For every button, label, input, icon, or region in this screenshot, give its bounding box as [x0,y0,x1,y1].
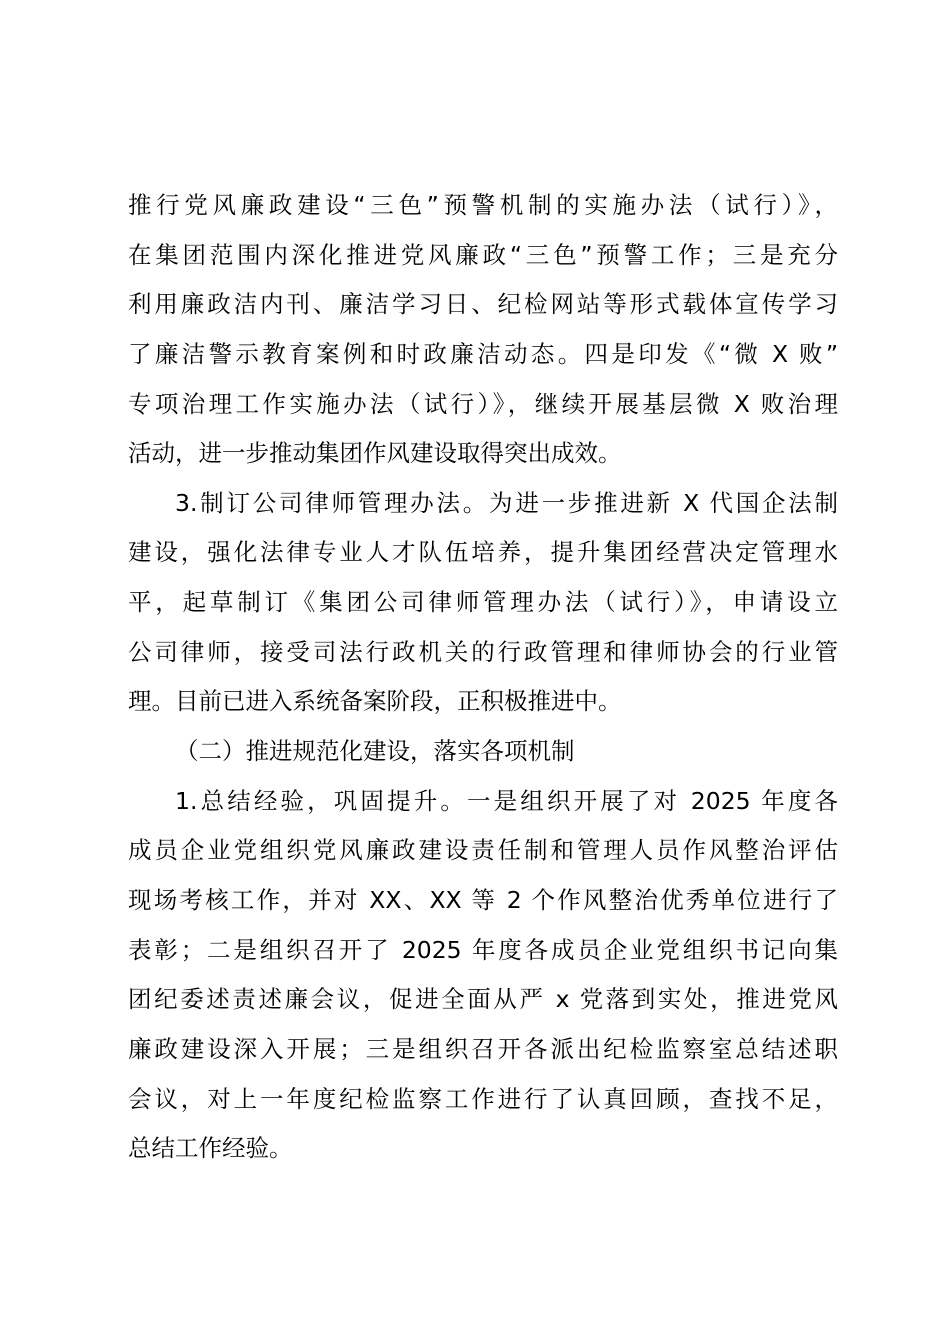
text-line: 表彰；二是组织召开了 2025 年度各成员企业党组织书记向集 [128,935,838,964]
text-line: 活动，进一步推动集团作风建设取得突出成效。 [128,439,622,468]
text-line: 了廉洁警示教育案例和时政廉洁动态。四是印发《“微 X 败” [128,339,838,368]
text-line: 1.总结经验，巩固提升。一是组织开展了对 2025 年度各 [175,786,838,815]
text-line: 在集团范围内深化推进党风廉政“三色”预警工作；三是充分 [128,240,838,269]
text-line: 公司律师，接受司法行政机关的行政管理和律师协会的行业管 [128,637,838,666]
text-line: 廉政建设深入开展；三是组织召开各派出纪检监察室总结述职 [128,1034,838,1063]
document-body [128,181,838,1174]
text-line: 现场考核工作，并对 XX、XX 等 2 个作风整治优秀单位进行了 [128,885,838,914]
text-line: 成员企业党组织党风廉政建设责任制和管理人员作风整治评估 [128,836,838,865]
text-line: 会议，对上一年度纪检监察工作进行了认真回顾，查找不足， [128,1084,838,1113]
text-line: 推行党风廉政建设“三色”预警机制的实施办法（试行）》， [128,191,838,219]
text-line: （二）推进规范化建设，落实各项机制 [175,737,575,766]
text-line: 团纪委述责述廉会议，促进全面从严 x 党落到实处，推进党风 [128,985,838,1014]
text-line: 平，起草制订《集团公司律师管理办法（试行）》，申请设立 [128,588,838,617]
text-line: 3.制订公司律师管理办法。为进一步推进新 X 代国企法制 [175,488,838,517]
text-line: 理。目前已进入系统备案阶段，正积极推进中。 [128,687,622,716]
text-line: 总结工作经验。 [128,1134,293,1163]
text-line: 专项治理工作实施办法（试行）》，继续开展基层微 X 败治理 [128,389,838,418]
text-line: 建设，强化法律专业人才队伍培养，提升集团经营决定管理水 [128,538,838,567]
text-line: 利用廉政洁内刊、廉洁学习日、纪检网站等形式载体宣传学习 [128,290,838,319]
